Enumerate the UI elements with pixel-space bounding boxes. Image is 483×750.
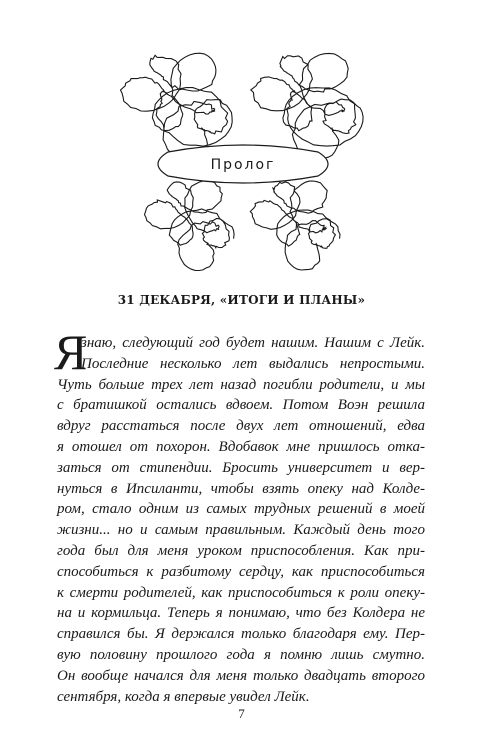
lower-right-wing xyxy=(250,181,340,270)
text-line: справился бы. Я держался только благодаря ему. Пер- xyxy=(57,626,425,643)
text-line: жизни... но и самым правильным. Каждый день того xyxy=(57,522,425,539)
page-number: 7 xyxy=(238,706,245,721)
butterfly-scribble-icon xyxy=(108,30,378,275)
text-line: ром, стало одним из самых трудных решений в моей xyxy=(57,501,425,518)
body-text xyxy=(54,324,425,707)
text-line: нуться в Ипсиланти, чтобы взять опеку над Колде- xyxy=(57,480,425,497)
upper-left-wing xyxy=(121,53,233,160)
text-line: Последние несколько лет выдались непростыми. xyxy=(81,355,425,372)
text-line: к смерти родителей, как приспособиться к роли опеку- xyxy=(57,584,425,601)
text-line: с братишкой остались вдвоем. Потом Воэн решила xyxy=(57,397,425,414)
text-line: заться от стипендии. Бросить университет и вер- xyxy=(57,459,425,476)
text-line: способиться к разбитому сердцу, как приспособиться xyxy=(57,563,425,580)
text-line: знаю, следующий год будет нашим. Нашим с Лейк. xyxy=(81,335,425,351)
emblem-label: Пролог xyxy=(210,157,276,173)
text-line: вую половину прошлого года я помню лишь смутно. xyxy=(57,646,425,663)
butterfly-emblem xyxy=(108,30,378,275)
lower-left-wing xyxy=(145,181,235,271)
text-line: Он вообще начался для меня только двадцать второго xyxy=(57,667,425,684)
text-line: Чуть больше трех лет назад погибли родители, и мы xyxy=(57,376,425,393)
text-line: я отошел от похорон. Вдобавок мне пришлось отка- xyxy=(57,438,425,455)
upper-right-wing xyxy=(251,53,363,159)
text-line: сентября, когда я впервые увидел Лейк. xyxy=(57,688,310,705)
text-line: на и кормильца. Теперь я понимаю, что без Колдера не xyxy=(57,605,425,622)
text-line: года был для меня уроком приспособления. Как при- xyxy=(57,542,425,559)
text-line: вдруг расстаться после двух лет отношений, едва xyxy=(57,418,425,435)
chapter-title: 31 ДЕКАБРЯ, «ИТОГИ И ПЛАНЫ» xyxy=(117,293,366,307)
drop-cap: Я xyxy=(54,324,88,380)
